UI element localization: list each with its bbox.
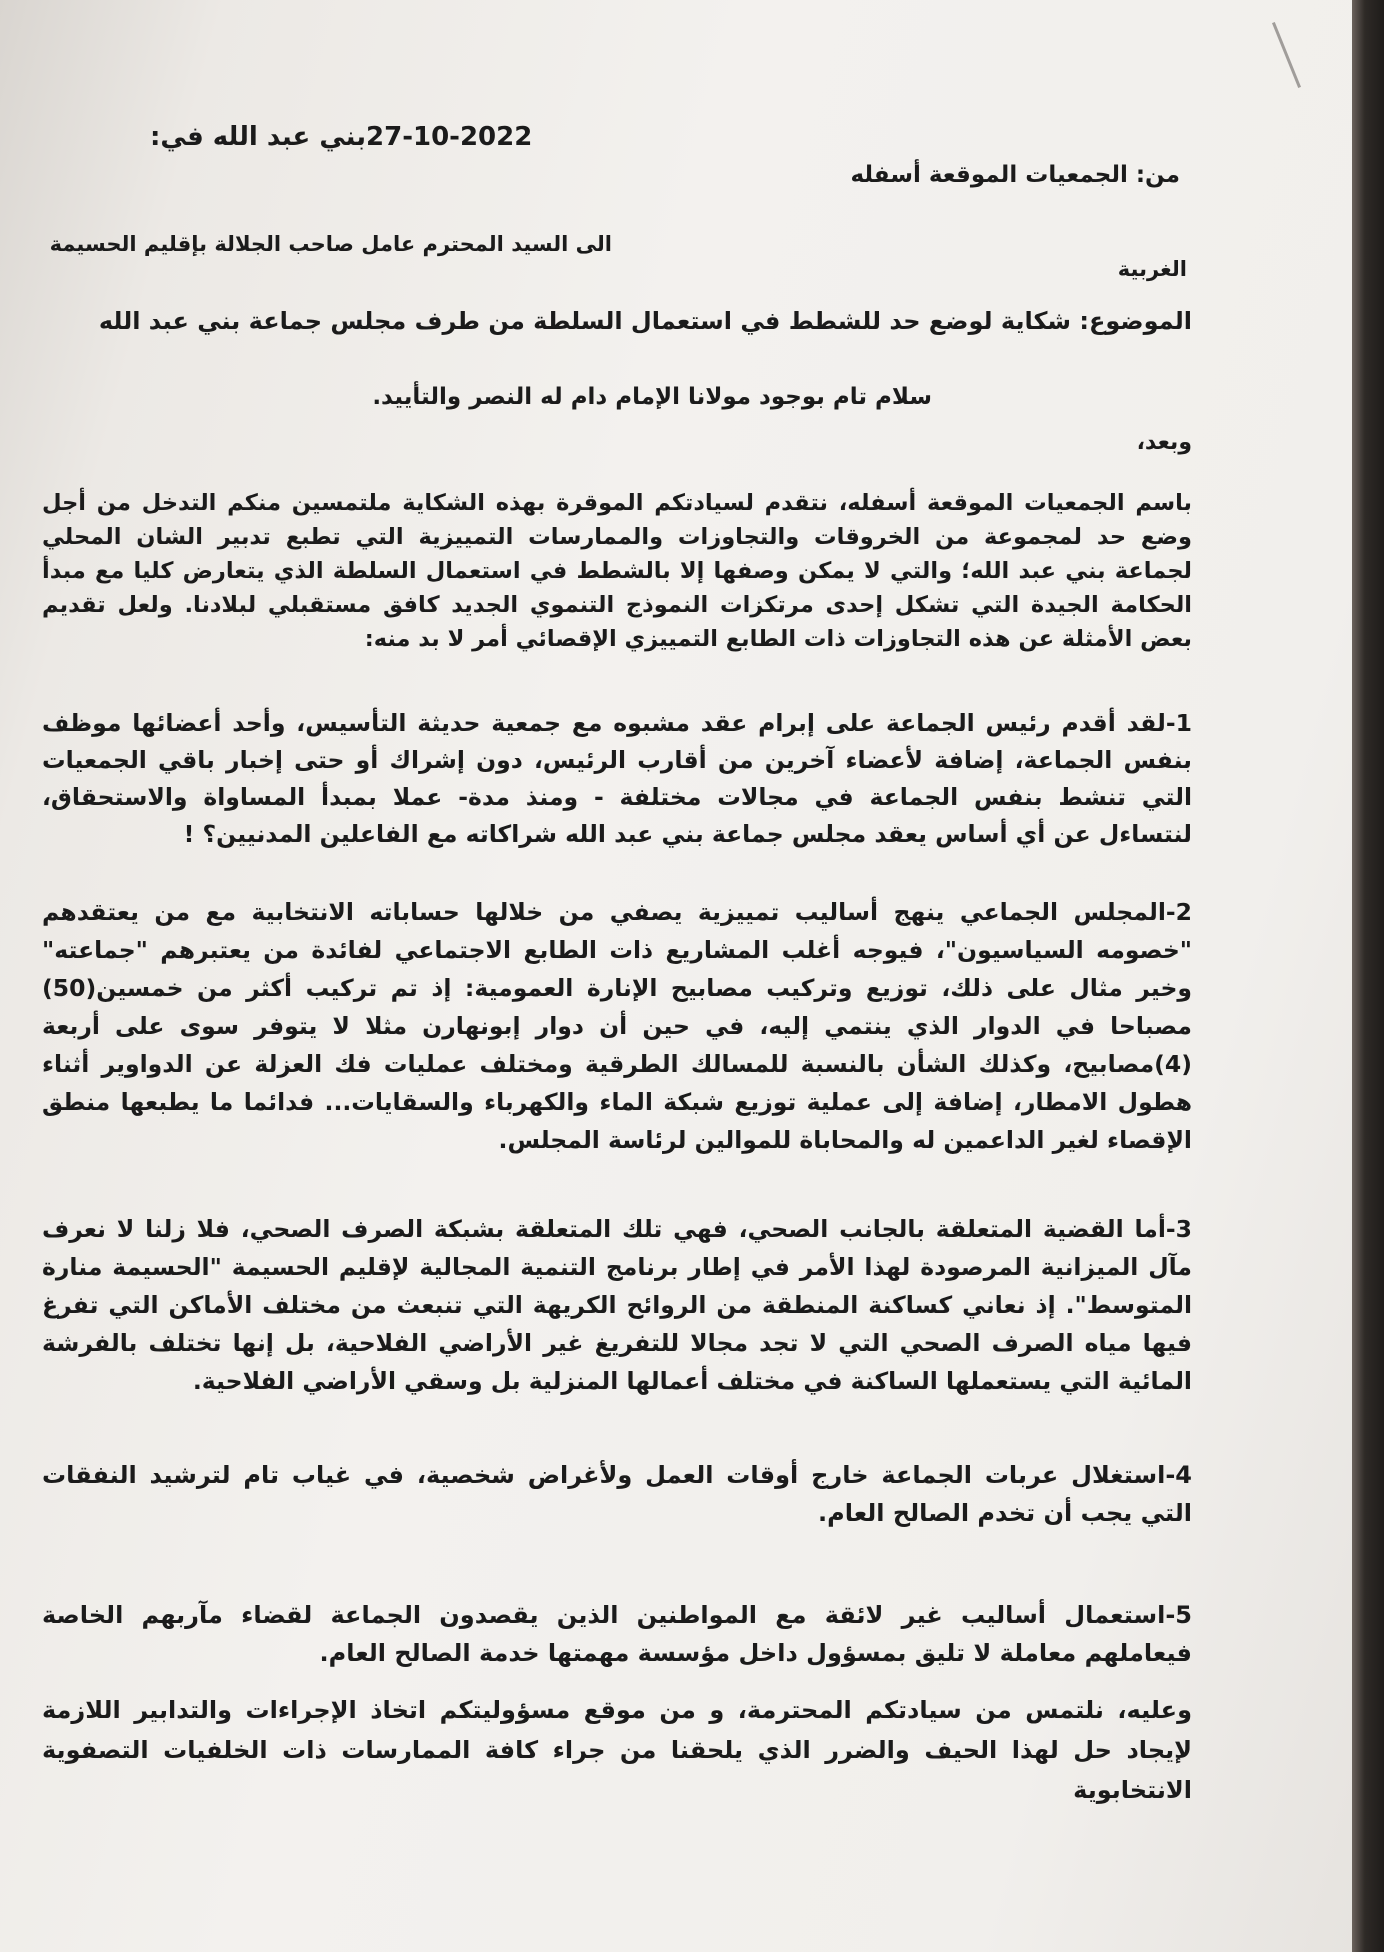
complaint-point-4: 4-استغلال عربات الجماعة خارج أوقات العمل ولأغراض شخصية، في غياب تام لترشيد النفقات التي يجب أن تخدم الصالح العام. [42, 1461, 1192, 1527]
salutation: وبعد، [1136, 430, 1192, 455]
recipient-line: الى السيد المحترم عامل صاحب الجلالة بإقليم الحسيمة [49, 232, 612, 256]
date-line: 27-10-2022بني عبد الله في: [150, 122, 533, 152]
recipient-region: الغربية [1117, 257, 1187, 281]
from-line: من: الجمعيات الموقعة أسفله [850, 162, 1180, 188]
complaint-point-5: 5-استعمال أساليب غير لائقة مع المواطنين الذين يقصدون الجماعة لقضاء مآربهم الخاصة فيعاملهم معاملة لا تليق بمسؤول داخل مؤسسة مهمتها خدمة الصالح العام. [42, 1601, 1192, 1667]
complaint-point-3: 3-أما القضية المتعلقة بالجانب الصحي، فهي تلك المتعلقة بشبكة الصرف الصحي، فلا زلنا لا نعرف مآل الميزانية المرصودة لهذا الأمر في إطار برنامج التنمية المجالية لإقليم الحسيمة "الحسيمة منارة المتوسط". إذ نعاني كساكنة المنطقة من الروائح الكريهة التي تنبعث من مختلف الأماكن التي تفرغ فيها مياه الصرف الصحي التي لا تجد مجالا للتفريغ غير الأراضي الفلاحية، بل إنها تختلف بالفرشة المائية التي يستعملها الساكنة في مختلف أعمالها المنزلية بل وسقي الأراضي الفلاحية. [42, 1215, 1192, 1395]
complaint-point-2: 2-المجلس الجماعي ينهج أساليب تمييزية يصفي من خلالها حساباته الانتخابية مع من يعتقدهم "خصومه السياسيون"، فيوجه أغلب المشاريع ذات الطابع الاجتماعي لفائدة من يعتبرهم "جماعته" وخير مثال على ذلك، توزيع وتركيب مصابيح الإنارة العمومية: إذ تم تركيب أكثر من خمسين(50) مصباحا في الدوار الذي ينتمي إليه، في حين أن دوار إبونهارن مثلا لا يتوفر سوى على أربعة (4)مصابيح، وكذلك الشأن بالنسبة للمسالك الطرقية ومختلف عمليات فك العزلة عن الدواوير أثناء هطول الامطار، إضافة إلى عملية توزيع شبكة الماء والكهرباء والسقايات... فدائما ما يطبعها منطق الإقصاء لغير الداعمين له والمحاباة للموالين لرئاسة المجلس. [42, 898, 1192, 1154]
greeting: سلام تام بوجود مولانا الإمام دام له النصر والتأييد. [372, 384, 932, 410]
background-edge [1352, 0, 1384, 1952]
subject-line: الموضوع: شكاية لوضع حد للشطط في استعمال السلطة من طرف مجلس جماعة بني عبد الله [98, 307, 1192, 335]
intro-paragraph: باسم الجمعيات الموقعة أسفله، نتقدم لسيادتكم الموقرة بهذه الشكاية ملتمسين منكم التدخل من أجل وضع حد لمجموعة من الخروقات والتجاوزات والممارسات التمييزية التي تطبع تدبير الشان المحلي لجماعة بني عبد الله؛ والتي لا يمكن وصفها إلا بالشطط في استعمال السلطة الذي يتعارض كليا مع مبدأ الحكامة الجيدة التي تشكل إحدى مرتكزات النموذج التنموي الجديد كافق مستقبلي لبلادنا. ولعل تقديم بعض الأمثلة عن هذه التجاوزات ذات الطابع التمييزي الإقصائي أمر لا بد منه: [42, 490, 1192, 652]
complaint-point-1: 1-لقد أقدم رئيس الجماعة على إبرام عقد مشبوه مع جمعية حديثة التأسيس، وأحد أعضائها موظف بنفس الجماعة، إضافة لأعضاء آخرين من أقارب الرئيس، دون إشراك أو حتى إخبار باقي الجمعيات التي تنشط بنفس الجماعة في مجالات مختلفة - ومنذ مدة- عملا بمبدأ المساواة والاستحقاق، لنتساءل عن أي أساس يعقد مجلس جماعة بني عبد الله شراكاته مع الفاعلين المدنيين؟ ! [42, 709, 1192, 848]
closing-paragraph: وعليه، نلتمس من سيادتكم المحترمة، و من موقع مسؤوليتكم اتخاذ الإجراءات والتدابير اللازمة لإيجاد حل لهذا الحيف والضرر الذي يلحقنا من جراء كافة الممارسات ذات الخلفيات التصفوية الانتخابوية [42, 1696, 1192, 1804]
